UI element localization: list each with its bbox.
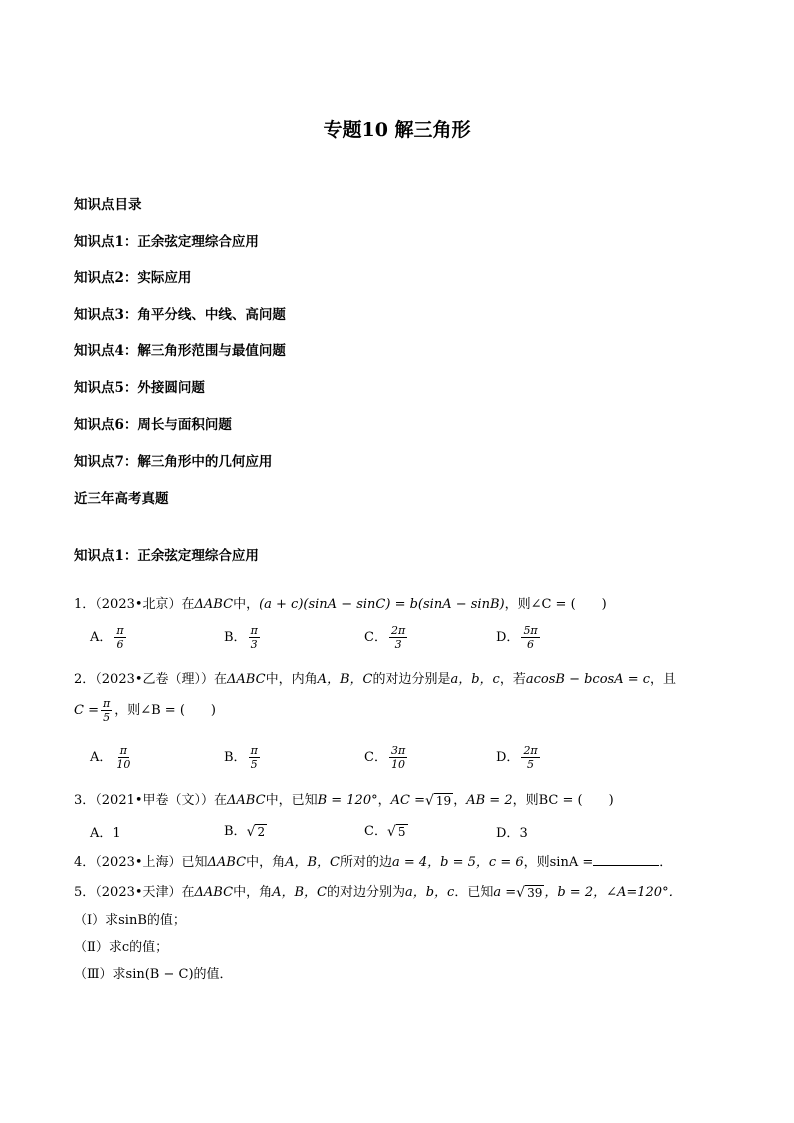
q-text: 中，角 xyxy=(246,855,286,870)
q-text: 的对边分别为 xyxy=(326,885,405,900)
q-math: acosB − bcosA = c xyxy=(525,672,651,687)
option-label: A． xyxy=(90,750,113,765)
fraction-den: 5 xyxy=(103,711,111,724)
question-4 xyxy=(74,851,672,870)
toc-item: 知识点7：解三角形中的几何应用 xyxy=(74,454,273,470)
fraction-num: 2π xyxy=(390,624,406,637)
q-math: ΔABC xyxy=(227,793,266,808)
toc-item: 近三年高考真题 xyxy=(74,491,169,507)
answer-blank[interactable] xyxy=(593,853,659,866)
toc-item: 知识点2：实际应用 xyxy=(74,270,192,286)
fraction xyxy=(389,744,407,771)
fraction xyxy=(101,697,112,724)
q-text: ，且 xyxy=(650,672,677,687)
q5-sub-3: （Ⅲ）求sin(B − C)的值． xyxy=(74,967,233,982)
q-math: ，b = 2，∠A=120°． xyxy=(544,885,682,900)
sqrt-sign: √ xyxy=(246,824,256,840)
option-label: C． xyxy=(364,750,387,765)
sqrt xyxy=(425,793,453,808)
option-label: C． xyxy=(364,824,387,839)
toc-item: 知识点6：周长与面积问题 xyxy=(74,417,232,433)
fraction xyxy=(114,744,132,771)
fraction-den: 10 xyxy=(391,758,406,771)
fraction-num: π xyxy=(250,624,258,637)
q-text: ，则∠B = ( ) xyxy=(114,703,216,718)
q2-option-c xyxy=(364,744,409,771)
q3-option-b xyxy=(224,820,267,839)
q2-option-d xyxy=(496,744,542,771)
q-text: ，则sinA = xyxy=(523,855,594,870)
q5-sub-2: （Ⅱ）求c的值； xyxy=(74,940,169,955)
fraction-den: 6 xyxy=(116,638,124,651)
q-math: ΔABC xyxy=(227,672,266,687)
sqrt-sign: √ xyxy=(425,793,434,809)
q-math: a，b，c xyxy=(450,672,500,687)
fraction xyxy=(114,624,125,651)
option-value: 1 xyxy=(112,826,121,841)
sqrt-sign: √ xyxy=(386,824,396,840)
sqrt xyxy=(247,824,268,839)
q-math: ΔABC xyxy=(194,597,234,612)
toc-item: 知识点4：解三角形范围与最值问题 xyxy=(74,343,286,359)
sqrt-content: 2 xyxy=(257,825,266,839)
section-heading: 知识点1：正余弦定理综合应用 xyxy=(74,548,259,564)
fraction-den: 3 xyxy=(394,638,402,651)
toc-item: 知识点3：角平分线、中线、高问题 xyxy=(74,307,286,323)
q-text: 1．（2023•北京）在 xyxy=(74,597,195,612)
option-label: C． xyxy=(364,630,387,645)
q-math: A，B，C xyxy=(272,885,327,900)
fraction-num: π xyxy=(116,624,124,637)
q1-option-c xyxy=(364,624,409,651)
q-math: a，b，c xyxy=(404,885,455,900)
q-text: 5．（2023•天津）在 xyxy=(74,885,195,900)
sqrt-content: 19 xyxy=(435,794,452,808)
option-label: D． xyxy=(496,750,520,765)
q1-option-a xyxy=(90,624,128,651)
q-text: 中， xyxy=(233,597,260,612)
fraction-den: 3 xyxy=(250,638,258,651)
toc-item: 知识点5：外接圆问题 xyxy=(74,380,205,396)
q5-sub-1: （Ⅰ）求sinB的值； xyxy=(74,913,186,928)
fraction xyxy=(389,624,407,651)
sqrt-sign: √ xyxy=(516,885,526,901)
q-text: ，若 xyxy=(499,672,526,687)
fraction-num: 3π xyxy=(390,744,406,757)
q-text: ，则∠C = ( ) xyxy=(504,597,607,612)
question-5 xyxy=(74,881,682,900)
q3-option-a xyxy=(90,822,121,841)
fraction xyxy=(521,744,539,771)
fraction-num: π xyxy=(102,697,111,710)
sqrt-content: 39 xyxy=(527,886,543,900)
q-text: ，则BC = ( ) xyxy=(512,793,614,808)
option-label: B． xyxy=(224,824,247,839)
option-label: A． xyxy=(90,630,113,645)
q2-option-b xyxy=(224,744,262,771)
q-math: a = xyxy=(493,885,517,900)
q1-option-b xyxy=(224,624,262,651)
q-math: AC = xyxy=(390,793,425,808)
option-label: D． xyxy=(496,826,520,841)
q-text: 4．（2023•上海）已知 xyxy=(74,855,208,870)
option-value: 3 xyxy=(519,826,528,841)
q-math: (a + c)(sinA − sinC) = b(sinA − sinB) xyxy=(259,597,505,612)
fraction-num: 2π xyxy=(523,744,538,757)
toc-item: 知识点1：正余弦定理综合应用 xyxy=(74,234,259,250)
q-math: C = xyxy=(74,703,99,718)
q-text: 中，角 xyxy=(233,885,273,900)
q-math: AB = 2 xyxy=(466,793,513,808)
q-text: 所对的边 xyxy=(339,855,392,870)
question-2-line-2 xyxy=(74,697,216,724)
option-label: B． xyxy=(224,630,247,645)
q-math: ΔABC xyxy=(207,855,247,870)
fraction-den: 6 xyxy=(527,638,535,651)
fraction-num: 5π xyxy=(523,624,538,637)
q2-option-a xyxy=(90,744,134,771)
q-math: a = 4，b = 5，c = 6 xyxy=(391,855,524,870)
q-text: 中，已知 xyxy=(265,793,318,808)
q-text: ． xyxy=(659,855,673,870)
q-text: 中，内角 xyxy=(265,672,318,687)
q-text: 3．（2021•甲卷（文））在 xyxy=(74,793,228,808)
question-1 xyxy=(74,593,607,612)
q-math: B = 120° xyxy=(317,793,378,808)
sqrt xyxy=(387,824,408,839)
fraction-den: 5 xyxy=(250,758,258,771)
q-sep: ， xyxy=(377,793,391,808)
q-text: 的对边分别是 xyxy=(372,672,451,687)
q-math: A，B，C xyxy=(317,672,373,687)
q1-option-d xyxy=(496,624,542,651)
q-text: ．已知 xyxy=(454,885,494,900)
toc-heading: 知识点目录 xyxy=(74,197,142,213)
sqrt xyxy=(516,885,544,900)
fraction-den: 10 xyxy=(116,758,131,771)
fraction xyxy=(249,744,260,771)
fraction-num: π xyxy=(119,744,127,757)
option-label: B． xyxy=(224,750,247,765)
fraction xyxy=(249,624,260,651)
q-sep: ， xyxy=(453,793,467,808)
fraction-num: π xyxy=(250,744,258,757)
option-label: D． xyxy=(496,630,520,645)
q-math: A，B，C xyxy=(285,855,340,870)
question-3 xyxy=(74,789,614,808)
q3-option-d xyxy=(496,822,528,841)
sqrt-content: 5 xyxy=(397,825,406,839)
fraction xyxy=(521,624,539,651)
q-math: ΔABC xyxy=(194,885,234,900)
option-label: A． xyxy=(90,826,113,841)
fraction-den: 5 xyxy=(527,758,535,771)
q3-option-c xyxy=(364,820,408,839)
question-2 xyxy=(74,668,676,687)
page-title: 专题10 解三角形 xyxy=(323,119,471,141)
q-text: 2．（2023•乙卷（理））在 xyxy=(74,672,228,687)
